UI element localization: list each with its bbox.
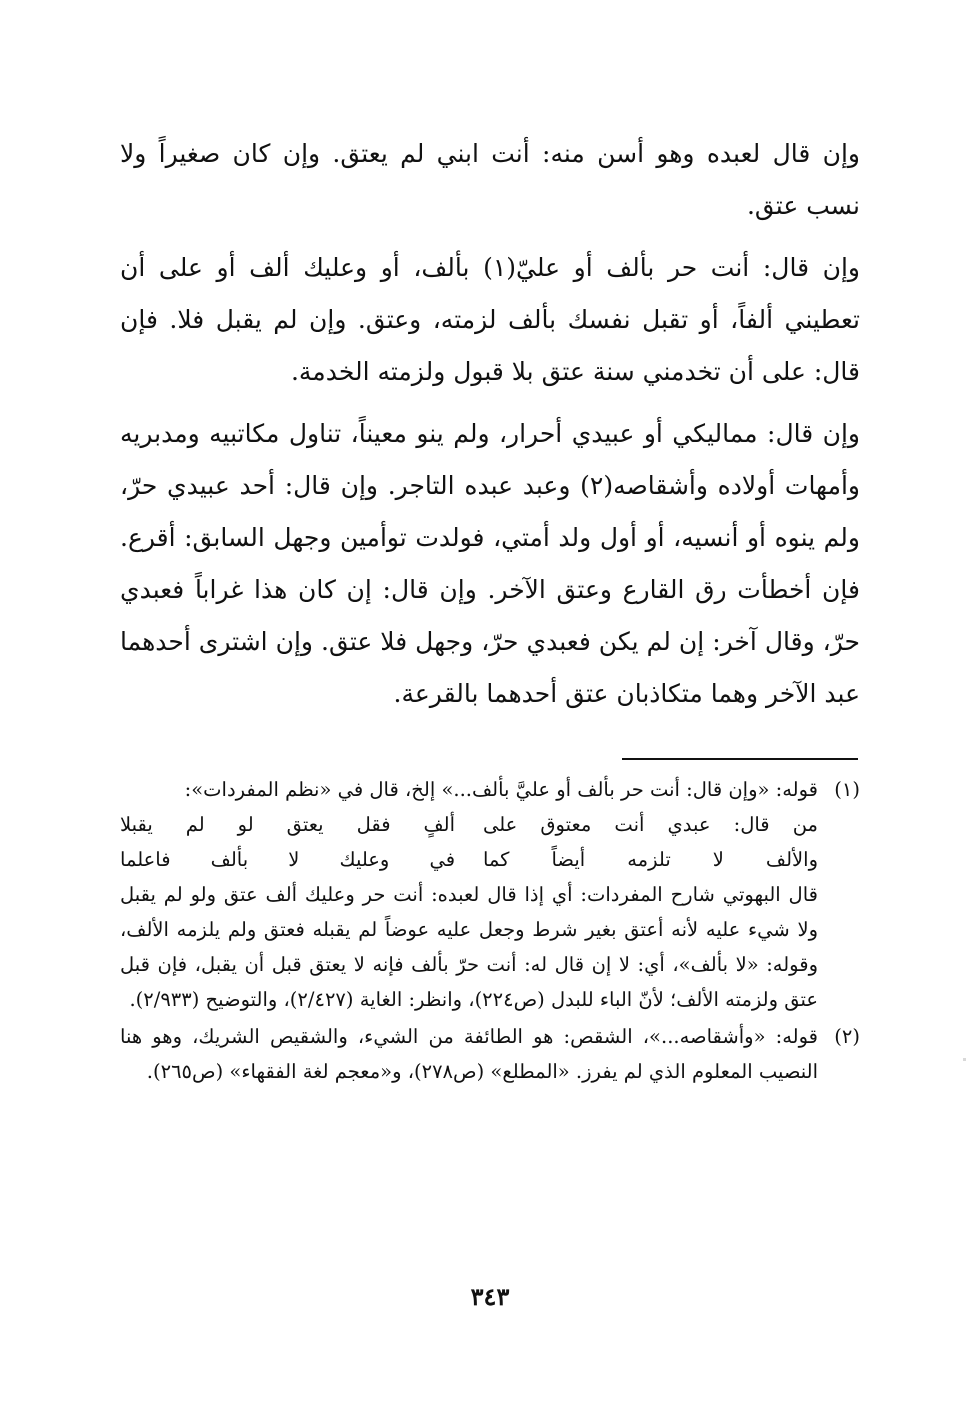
- footnotes: [120, 772, 860, 1089]
- footnote-text: قوله: «وأشقاصه...»، الشقص: هو الطائفة من الشيء، والشقيص الشريك، وهو هنا النصيب المعلوم الذي لم يفرز. «المطلع» (ص٢٧٨)، و«معجم لغة الفقهاء» (ص٢٦٥).: [120, 1025, 818, 1083]
- page-number: ٣٤٣: [470, 1282, 510, 1311]
- footnote-2: [120, 1019, 860, 1089]
- footnote-1: [120, 772, 860, 1017]
- paragraph-2: وإن قال: أنت حر بألف أو عليّ(١) بألف، أو وعليك ألف أو على أن تعطيني ألفاً، أو تقبل نفسك بألف لزمته، وعتق. وإن لم يقبل فلا. فإن قال: على أن تخدمني سنة عتق بلا قبول ولزمته الخدمة.: [120, 253, 860, 386]
- footnote-text: قال البهوتي شارح المفردات: أي إذا قال لعبده: أنت حر وعليك ألف عتق ولو لم يقبل ولا شيء عليه لأنه أعتق بغير شرط وجعل عليه عوضاً لم يقبله فعتق ولم يلزمه الألف، وقوله: «لا بألف»، أي: لا إن قال له: أنت حرّ بألف فإنه لا يعتق قبل أن يقبل، فإن قبل عتق ولزمته الألف؛ لأنّ الباء للبدل (ص٢٢٤)، وانظر: الغاية (٢/٤٢٧)، والتوضيح (٢/٩٣٣).: [120, 883, 818, 1011]
- footnote-body: [120, 1019, 818, 1089]
- verse-line: [120, 842, 818, 877]
- verse-hemistich-left: في وعليك لا بألف فاعلما: [120, 848, 456, 871]
- verse-hemistich-right: من قال: عبدي أنت معتوق على: [482, 813, 818, 836]
- verse-line: [120, 807, 818, 842]
- verse-hemistich-right: والألف لا تلزمه أيضاً كما: [482, 848, 818, 871]
- footnote-body: [120, 772, 818, 1017]
- footnote-number: (١): [834, 778, 860, 801]
- main-text: [120, 128, 860, 720]
- paragraph-3: وإن قال: مماليكي أو عبيدي أحرار، ولم ينو معيناً، تناول مكاتبيه ومدبريه وأمهات أولاده وأشقاصه(٢) وعبد عبده التاجر. وإن قال: أحد عبيدي حرّ، ولم ينوه أو أنسيه، أو أول ولد أمتي، فولدت توأمين وجهل السابق: أقرع. فإن أخطأت رق القارع وعتق الآخر. وإن قال: إن كان هذا غراباً فعبدي حرّ، وقال آخر: إن لم يكن فعبدي حرّ، وجهل فلا عتق. وإن اشترى أحدهما عبد الآخر وهما متكاذبان عتق أحدهما بالقرعة.: [120, 419, 860, 708]
- scan-speck: [963, 1058, 966, 1061]
- verse-hemistich-left: ألفٍ فقل يعتق لو لم يقبلا: [120, 813, 456, 836]
- paragraph-1: وإن قال لعبده وهو أسن منه: أنت ابني لم يعتق. وإن كان صغيراً ولا نسب عتق.: [120, 139, 860, 220]
- footnote-divider: [622, 758, 858, 760]
- footnote-number: (٢): [834, 1025, 860, 1048]
- footnote-intro: قوله: «وإن قال: أنت حر بألف أو عليَّ بألف...» إلخ، قال في «نظم المفردات»:: [184, 778, 818, 801]
